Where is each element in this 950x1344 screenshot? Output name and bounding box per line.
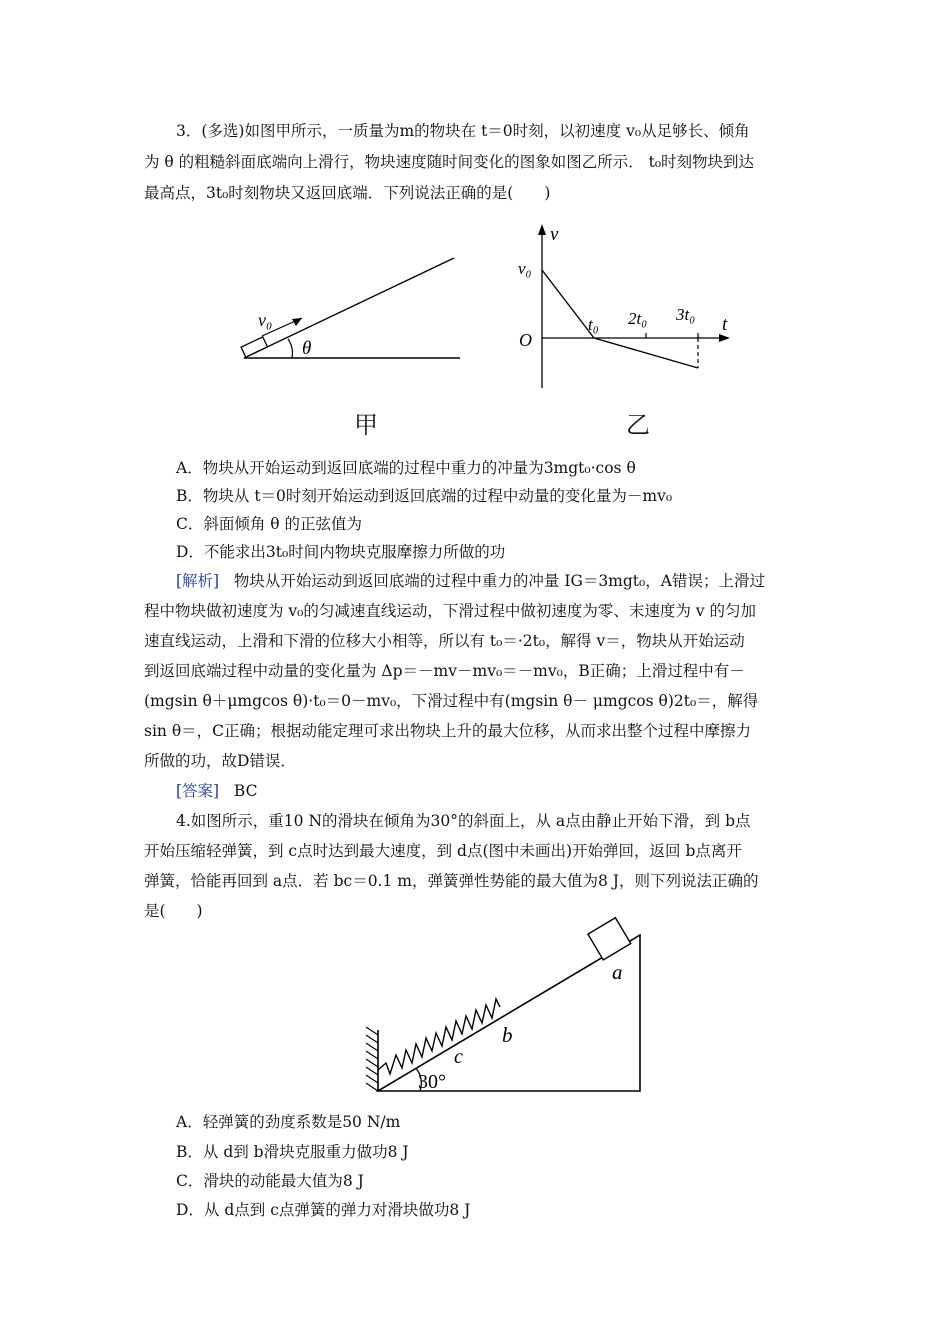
caption-jia: 甲 [354, 411, 378, 439]
q4-option-c: C．滑块的动能最大值为8 J [176, 1172, 364, 1190]
q3-analysis-line-1 [176, 570, 765, 592]
q3-analysis-line-7: 所做的功，故D错误． [144, 752, 296, 770]
down-segment [594, 338, 698, 368]
angle-30-label: 30° [418, 1071, 446, 1093]
q3-stem-line-3: 最高点，3t₀时刻物块又返回底端．下列说法正确的是( ) [144, 184, 551, 202]
tick-label-2t0: 2t₀ [628, 309, 648, 328]
figure-vt-graph [510, 222, 750, 392]
q4-option-d: D．从 d点到 c点弹簧的弹力对滑块做功8 J [176, 1201, 471, 1219]
answer-text: BC [233, 782, 258, 800]
q3-answer-line [176, 780, 257, 802]
tick-label-t0: t₀ [588, 315, 599, 334]
theta-label: θ [302, 338, 312, 359]
analysis-text-1: 物块从开始运动到返回底端的过程中重力的冲量 IG＝3mgt₀，A错误；上滑过 [233, 572, 765, 590]
q4-option-b: B．从 d到 b滑块克服重力做功8 J [176, 1143, 409, 1161]
q3-option-a: A．物块从开始运动到返回底端的过程中重力的冲量为3mgt₀·cos θ [176, 459, 636, 477]
block [241, 337, 267, 357]
q3-analysis-line-2: 程中物块做初速度为 v₀的匀减速直线运动，下滑过程中做初速度为零、末速度为 v 的匀加 [144, 602, 757, 620]
q4-stem-line-3: 弹簧，恰能再回到 a点．若 bc＝0.1 m，弹簧弹性势能的最大值为8 J，则下列说法正确的 [144, 872, 759, 890]
figure-spring-incline [340, 905, 650, 1095]
q3-option-b: B．物块从 t＝0时刻开始运动到返回底端的过程中动量的变化量为－mv₀ [176, 487, 673, 505]
incline-triangle [378, 935, 640, 1091]
q3-stem-line-1: 3．(多选)如图甲所示，一质量为m的物块在 t＝0时刻，以初速度 v₀从足够长、倾角 [176, 122, 750, 140]
angle-arc [288, 339, 293, 358]
q3-stem-line-2: 为 θ 的粗糙斜面底端向上滑行，物块速度随时间变化的图象如图乙所示． t₀时刻物块到达 [144, 153, 755, 171]
wall-hatching [366, 1027, 378, 1091]
q4-stem-line-2: 开始压缩轻弹簧，到 c点时达到最大速度，到 d点(图中未画出)开始弹回，返回 b点离开 [144, 842, 742, 860]
q4-option-a: A．轻弹簧的劲度系数是50 N/m [176, 1113, 401, 1131]
t-axis-arrow [719, 334, 730, 342]
origin-label: O [519, 330, 532, 350]
t-axis-label: t [722, 314, 728, 335]
q3-analysis-line-6: sin θ＝，C正确；根据动能定理可求出物块上升的最大位移，从而求出整个过程中摩擦力 [144, 722, 752, 740]
v0-axis-label: v₀ [518, 259, 532, 278]
point-b-label: b [502, 1023, 513, 1047]
point-c-label: c [454, 1046, 463, 1068]
up-segment [542, 270, 594, 338]
v-axis-label: v [550, 224, 559, 245]
tick-label-3t0: 3t₀ [676, 305, 696, 324]
analysis-tag: [解析] [176, 572, 220, 590]
q3-option-d: D．不能求出3t₀时间内物块克服摩擦力所做的功 [176, 543, 506, 561]
figure-incline-a [230, 250, 470, 370]
q3-option-c: C．斜面倾角 θ 的正弦值为 [176, 515, 363, 533]
caption-yi: 乙 [626, 411, 650, 439]
q3-analysis-line-4: 到返回底端过程中动量的变化量为 Δp＝－mv－mv₀＝－mv₀，B正确；上滑过程中有－ [144, 662, 745, 680]
v0-label: v₀ [258, 310, 273, 330]
q3-analysis-line-3: 速直线运动，上滑和下滑的位移大小相等，所以有 t₀＝·2t₀，解得 v＝，物块从开始运动 [144, 632, 745, 650]
q3-analysis-line-5: (mgsin θ＋μmgcos θ)·t₀＝0－mv₀，下滑过程中有(mgsin θ－ μmgcos θ)2t₀＝，解得 [144, 692, 759, 710]
incline-line [244, 258, 454, 358]
v-axis-arrow [538, 224, 546, 235]
q4-stem-line-1: 4.如图所示，重10 N的滑块在倾角为30°的斜面上，从 a点由静止开始下滑，到 b点 [176, 812, 751, 830]
q4-stem-line-4: 是( ) [144, 902, 203, 920]
point-a-label: a [612, 960, 623, 984]
answer-tag: [答案] [176, 782, 220, 800]
